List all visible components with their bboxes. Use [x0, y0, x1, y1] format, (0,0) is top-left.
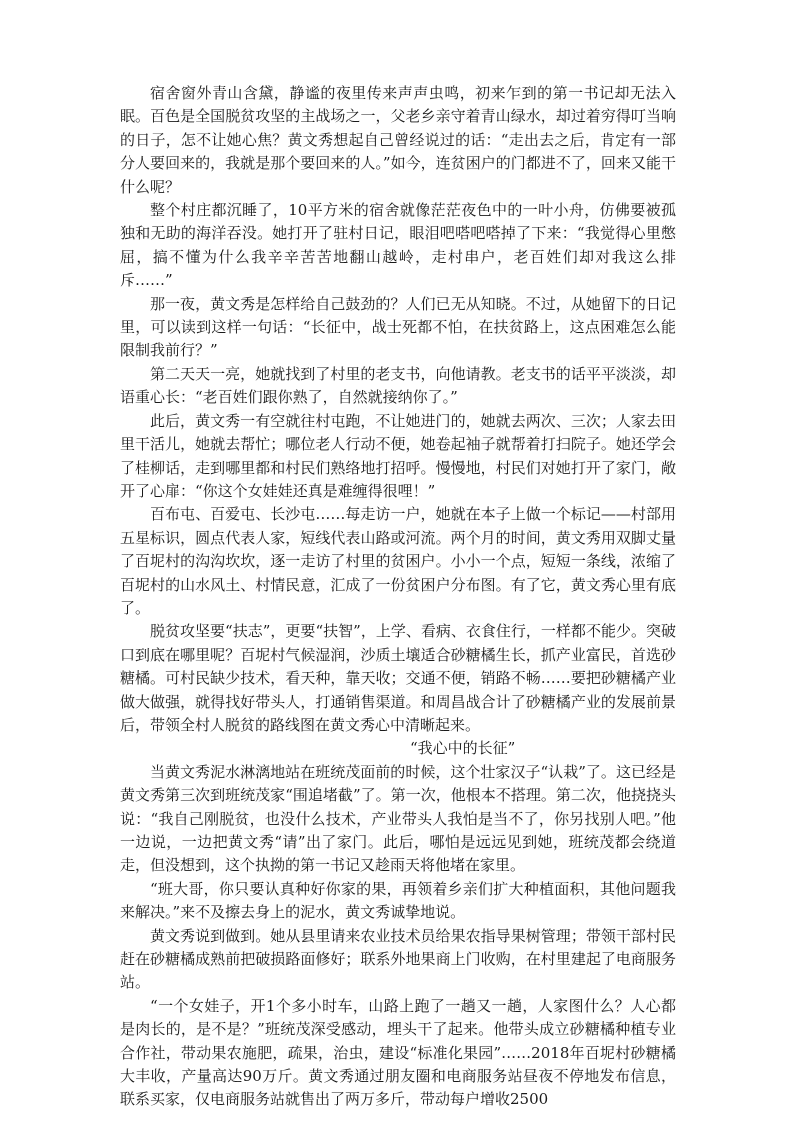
paragraph: 百布屯、百爱屯、长沙屯……每走访一户，她就在本子上做一个标记——村部用五星标识，圆点代表人家，短线代表山路或河流。两个月的时间，黄文秀用双脚丈量了百坭村的沟沟坎坎，逐一走访了村里的贫困户。小小一个点，短短一条线，浓缩了百坭村的山水风土、村情民意，汇成了一份贫困户分布图。有了它，黄文秀心里有底了。 [120, 505, 676, 617]
section-subtitle: “我心中的长征” [410, 739, 516, 758]
paragraph: “班大哥，你只要认真种好你家的果，再领着乡亲们扩大种植面积，其他问题我来解决。”来不及擦去身上的泥水，黄文秀诚挚地说。 [120, 879, 676, 922]
paragraph: 此后，黄文秀一有空就往村屯跑，不让她进门的，她就去两次、三次；人家去田里干活儿，她就去帮忙；哪位老人行动不便，她卷起袖子就帮着打扫院子。她还学会了桂柳话，走到哪里都和村民们熟络地打招呼。慢慢地，村民们对她打开了家门，敞开了心扉：“你这个女娃娃还真是难缠得很哩！” [120, 411, 676, 500]
paragraph: “一个女娃子，开1个多小时车，山路上跑了一趟又一趟，人家图什么？人心都是肉长的，是不是？”班统茂深受感动，埋头干了起来。他带头成立砂糖橘种植专业合作社，带动果农施肥，疏果，治虫，建设“标准化果园”……2018年百坭村砂糖橘大丰收，产量高达90万斤。黄文秀通过朋友圈和电商服务站昼夜不停地发布信息，联系买家，仅电商服务站就售出了两万多斤，带动每户增收2500 [120, 996, 676, 1109]
paragraph: 那一夜，黄文秀是怎样给自己鼓劲的？人们已无从知晓。不过，从她留下的日记里，可以读到这样一句话：“长征中，战士死都不怕，在扶贫路上，这点困难怎么能限制我前行？” [120, 294, 676, 360]
paragraph: 整个村庄都沉睡了，10平方米的宿舍就像茫茫夜色中的一叶小舟，仿佛要被孤独和无助的海洋吞没。她打开了驻村日记，眼泪吧嗒吧嗒掉了下来：“我觉得心里憋屈，搞不懂为什么我辛辛苦苦地翻山越岭，走村串户，老百姓们却对我这么排斥……” [120, 201, 676, 290]
paragraph: 脱贫攻坚要“扶志”，更要“扶智”，上学、看病、衣食住行，一样都不能少。突破口到底在哪里呢？百坭村气候湿润，沙质土壤适合砂糖橘生长，抓产业富民，首选砂糖橘。可村民缺少技术，看天种，靠天收；交通不便，销路不畅……要把砂糖橘产业做大做强，就得找好带头人，打通销售渠道。和周昌战合计了砂糖橘产业的发展前景后，带领全村人脱贫的路线图在黄文秀心中清晰起来。 [120, 622, 676, 734]
paragraph: 当黄文秀泥水淋漓地站在班统茂面前的时候，这个壮家汉子“认栽”了。这已经是黄文秀第三次到班统茂家“围追堵截”了。第一次，他根本不搭理。第二次，他挠挠头说：“我自己刚脱贫，也没什么技术，产业带头人我怕是当不了，你另找别人吧。”他一边说，一边把黄文秀“请”出了家门。此后，哪怕是远远见到她，班统茂都会绕道走，但没想到，这个执拗的第一书记又趁雨天将他堵在家里。 [120, 762, 676, 875]
article-body [120, 82, 676, 1112]
paragraph: 第二天天一亮，她就找到了村里的老支书，向他请教。老支书的话平平淡淡，却语重心长：“老百姓们跟你熟了，自然就接纳你了。” [120, 364, 676, 407]
paragraph: 宿舍窗外青山含黛，静谧的夜里传来声声虫鸣，初来乍到的第一书记却无法入眠。百色是全国脱贫攻坚的主战场之一，父老乡亲守着青山绿水，却过着穷得叮当响的日子，怎不让她心焦？黄文秀想起自己曾经说过的话：“走出去之后，肯定有一部分人要回来的，我就是那个要回来的人。”如今，连贫困户的门都进不了，回来又能干什么呢？ [120, 84, 676, 196]
paragraph: 黄文秀说到做到。她从县里请来农业技术员给果农指导果树管理；带领干部村民赶在砂糖橘成熟前把破损路面修好；联系外地果商上门收购，在村里建起了电商服务站。 [120, 926, 676, 992]
